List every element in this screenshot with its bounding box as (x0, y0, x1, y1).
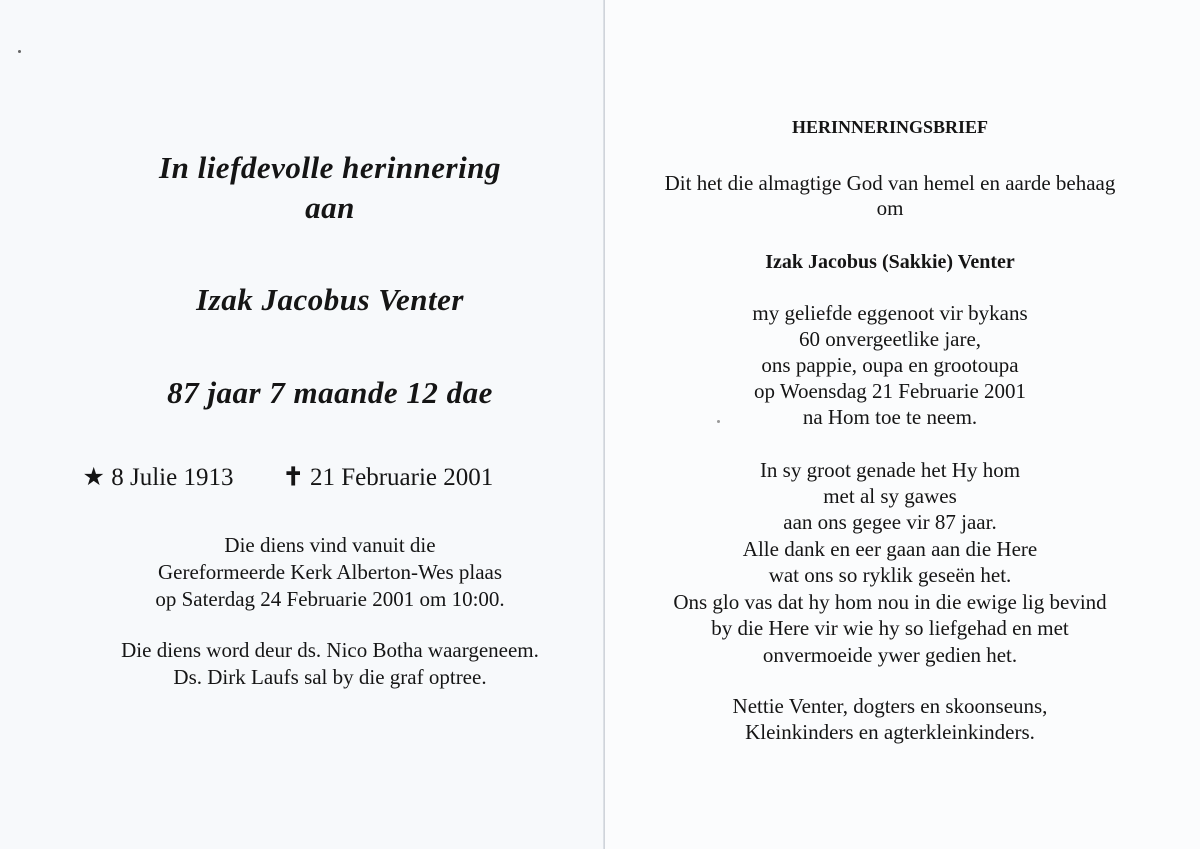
death-date-line (283, 462, 494, 492)
cross-icon: ✝ (282, 464, 304, 491)
para2-line: Ons glo vas dat hy hom nou in die ewige lig bevind (673, 590, 1107, 614)
para1-line: na Hom toe te neem. (802, 405, 978, 429)
para2-line: aan ons gegee vir 87 jaar. (783, 510, 997, 534)
intro-line: om (876, 196, 904, 220)
intro-line: Dit het die almagtige God van hemel en aarde behaag (664, 171, 1116, 195)
scan-speck (18, 50, 21, 53)
para1-line: my geliefde eggenoot vir bykans (752, 301, 1028, 325)
service-line: Gereformeerde Kerk Alberton-Wes plaas (157, 560, 503, 584)
officiant-line: Ds. Dirk Laufs sal by die graf optree. (173, 665, 487, 689)
right-panel (605, 0, 1200, 849)
scan-speck (717, 420, 720, 423)
para2-line: Alle dank en eer gaan aan die Here (742, 537, 1038, 561)
para2-line: onvermoeide ywer gedien het. (762, 643, 1018, 667)
para2-line: wat ons so ryklik geseën het. (768, 563, 1012, 587)
heading-line-1: In liefdevolle herinnering (159, 150, 501, 185)
deceased-name: Izak Jacobus Venter (196, 282, 464, 317)
para1-line: 60 onvergeetlike jare, (798, 327, 982, 351)
birth-date: 8 Julie 1913 (111, 464, 234, 491)
deceased-full-name: Izak Jacobus (Sakkie) Venter (765, 251, 1015, 273)
para2-line: In sy groot genade het Hy hom (759, 458, 1021, 482)
service-line: Die diens vind vanuit die (224, 533, 436, 557)
para2-line: met al sy gawes (823, 484, 957, 508)
signature-line: Kleinkinders en agterkleinkinders. (745, 720, 1035, 744)
star-icon: ★ (82, 464, 105, 491)
officiant-line: Die diens word deur ds. Nico Botha waargeneem. (121, 638, 539, 662)
birth-date-line (83, 462, 234, 492)
death-date: 21 Februarie 2001 (309, 464, 494, 491)
age-at-death: 87 jaar 7 maande 12 dae (167, 375, 493, 410)
service-line: op Saterdag 24 Februarie 2001 om 10:00. (155, 587, 505, 611)
para1-line: ons pappie, oupa en grootoupa (761, 353, 1019, 377)
para2-line: by die Here vir wie hy so liefgehad en met (711, 616, 1069, 640)
signature-line: Nettie Venter, dogters en skoonseuns, (732, 694, 1048, 718)
para1-line: op Woensdag 21 Februarie 2001 (753, 379, 1027, 403)
letter-title: HERINNERINGSBRIEF (791, 117, 989, 137)
heading-line-2: aan (305, 190, 355, 225)
